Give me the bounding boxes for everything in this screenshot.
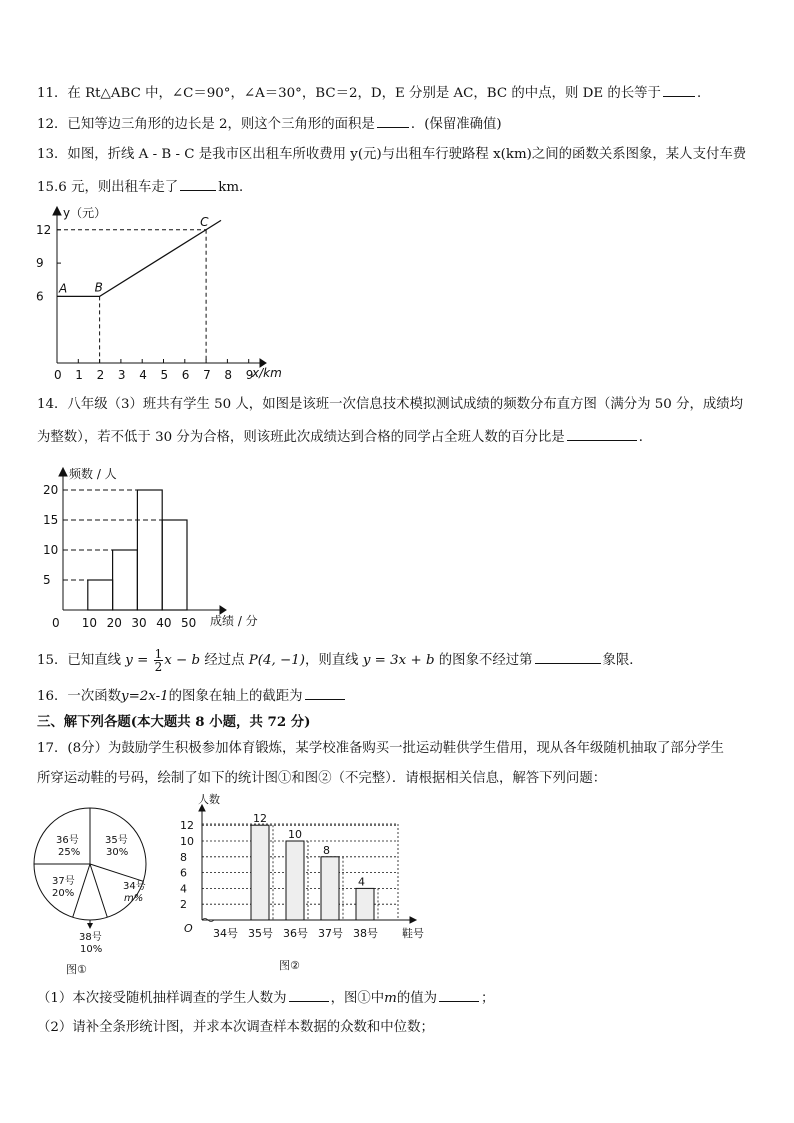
question-16-prefix: 16．一次函数 — [37, 689, 121, 704]
part1-tail: 的值为 — [396, 991, 437, 1006]
x-tick-label: 35号 — [248, 927, 273, 940]
bar-value-label: 12 — [253, 812, 267, 826]
question-12-end: ．(保留准确值) — [410, 117, 502, 132]
fraction-denominator: 2 — [154, 660, 163, 674]
answer-blank-16[interactable] — [305, 686, 345, 700]
x-tick-label: 40 — [156, 616, 172, 630]
y-tick-label: 15 — [43, 513, 59, 527]
pie-label-34-pct: m% — [124, 893, 144, 904]
section-3-heading: 三、解下列各题(本大题共 8 小题，共 72 分) — [37, 714, 311, 730]
histogram-bar — [162, 520, 187, 610]
q13-line-graph — [30, 203, 280, 383]
x-tick-label: 9 — [245, 368, 254, 382]
question-13-line2 — [37, 177, 252, 197]
pie-label-38: 38号 — [79, 932, 102, 943]
question-13-unit: km． — [218, 180, 253, 195]
question-16 — [37, 686, 347, 706]
formula-y: y = — [125, 653, 149, 668]
fraction-numerator: 1 — [154, 647, 163, 661]
x-tick-label: 37号 — [318, 927, 343, 940]
x-tick-label: 34号 — [213, 927, 238, 940]
x-axis-arrow — [410, 917, 416, 923]
point-label-b: B — [94, 280, 103, 295]
x-tick-label: 30 — [131, 616, 147, 630]
question-17-part1 — [37, 988, 494, 1008]
y-axis-label: 人数 — [198, 793, 220, 806]
pie-label-35-pct: 30% — [106, 847, 129, 858]
y-tick-label: 4 — [180, 882, 187, 896]
question-14-text: 为整数），若不低于 30 分为合格，则该班此次成绩达到合格的同学占全班人数的百分比是 — [37, 430, 565, 445]
question-13-text: 15.6 元，则出租车走了 — [37, 180, 179, 195]
point-p: P(4, −1) — [248, 653, 306, 668]
question-15-tail: 的图象不经过第 — [438, 653, 533, 668]
answer-blank-13[interactable] — [180, 177, 216, 191]
x-tick-label: 10 — [81, 616, 98, 630]
answer-blank-11[interactable] — [663, 83, 695, 97]
y-tick-label: 2 — [180, 898, 187, 912]
x-tick-label: 2 — [96, 368, 105, 382]
pie-label-36-pct: 25% — [58, 847, 81, 858]
part1-mid: ，图①中 — [330, 991, 385, 1006]
question-15-end: 象限． — [602, 653, 643, 668]
answer-blank-17-2[interactable] — [439, 988, 479, 1002]
histogram-bar — [88, 580, 113, 610]
x-tick-label: 50 — [181, 616, 197, 630]
pie-slice-37号 — [73, 864, 90, 917]
bar-36号 — [286, 841, 304, 920]
x-tick-label: 38号 — [353, 927, 378, 940]
answer-blank-17-1[interactable] — [289, 988, 329, 1002]
question-15-prefix: 15．已知直线 — [37, 653, 121, 668]
y-tick-label: 8 — [180, 850, 187, 864]
bar-value-label: 10 — [288, 828, 302, 841]
bar-35号 — [251, 825, 269, 920]
x-tick-label: 8 — [224, 368, 233, 382]
pie-label-34: 34号 — [123, 881, 146, 892]
pie-slice-34号 — [90, 864, 143, 881]
fraction-one-half — [154, 648, 164, 673]
x-tick-label: 0 — [52, 616, 60, 630]
y-tick-label: 12 — [36, 222, 52, 237]
question-11-end: ． — [696, 86, 711, 101]
bar-37号 — [321, 857, 339, 920]
y-tick-label: 20 — [43, 483, 59, 497]
bar-38号 — [356, 888, 374, 920]
pie-label-37: 37号 — [52, 876, 75, 887]
y-tick-label: 12 — [180, 819, 194, 833]
y-tick-label: 5 — [43, 573, 51, 587]
question-17-part2: （2）请补全条形统计图，并求本次调查样本数据的众数和中位数； — [37, 1020, 434, 1035]
x-tick-label: 6 — [181, 368, 190, 382]
x-tick-label: 7 — [203, 368, 211, 382]
x-axis-label: 鞋号 — [402, 927, 424, 940]
x-axis-arrow — [220, 606, 226, 614]
q14-histogram — [40, 462, 280, 632]
question-14-line2 — [37, 427, 652, 447]
question-16-text: 的图象在轴上的截距为 — [168, 689, 303, 704]
x-tick-label: 3 — [117, 368, 126, 382]
question-17-line2: 所穿运动鞋的号码，绘制了如下的统计图①和图②（不完整）．请根据相关信息，解答下列问题： — [37, 771, 607, 786]
formula-q16: y=2x-1 — [121, 689, 169, 704]
origin-label: O — [184, 922, 193, 935]
part1-text: （1）本次接受随机抽样调查的学生人数为 — [37, 991, 287, 1006]
bar-caption: 图② — [279, 959, 300, 972]
y-axis-label: y（元） — [63, 206, 107, 220]
question-15 — [37, 648, 643, 673]
point-label-c: C — [200, 214, 209, 229]
y-tick-label: 6 — [180, 866, 187, 880]
question-13-line1: 13．如图，折线 A - B - C 是我市区出租车所收费用 y(元)与出租车行驶路程 x(km)之间的函数关系图象，某人支付车费 — [37, 147, 747, 162]
pie-arrow-head — [87, 923, 93, 929]
pie-caption: 图① — [66, 963, 87, 976]
x-axis-label: x/km — [252, 366, 282, 380]
bar-value-label: 8 — [323, 843, 330, 857]
question-14-end: ． — [638, 430, 653, 445]
question-15-mid: ，则直线 — [305, 653, 359, 668]
y-tick-label: 9 — [36, 256, 44, 271]
part1-end: ； — [481, 991, 495, 1006]
histogram-bar — [137, 490, 162, 610]
pie-label-35: 35号 — [105, 835, 128, 846]
y-axis-label: 频数 / 人 — [69, 467, 117, 481]
x-tick-label: 0 — [54, 368, 62, 382]
answer-blank-14[interactable] — [567, 427, 637, 441]
question-12 — [37, 114, 502, 134]
pie-slice-38号 — [90, 864, 107, 917]
variable-m: m — [384, 991, 397, 1006]
y-axis-arrow — [53, 207, 61, 215]
y-tick-label: 10 — [43, 543, 59, 557]
question-17-line1: 17．(8分）为鼓励学生积极参加体育锻炼，某学校准备购买一批运动鞋供学生借用，现从各年级随机抽取了部分学生 — [37, 741, 724, 756]
fare-polyline — [57, 220, 221, 296]
bar-value-label: 4 — [358, 875, 365, 889]
pie-label-37-pct: 20% — [52, 888, 75, 899]
histogram-bar — [113, 550, 138, 610]
answer-blank-15[interactable] — [535, 650, 601, 664]
question-15-pass: 经过点 — [204, 653, 245, 668]
y-axis-arrow — [59, 468, 67, 476]
pie-label-36: 36号 — [56, 835, 79, 846]
question-12-text: 12．已知等边三角形的边长是 2，则这个三角形的面积是 — [37, 117, 375, 132]
point-label-a: A — [59, 281, 68, 296]
x-tick-label: 5 — [160, 368, 169, 382]
question-14-line1: 14．八年级（3）班共有学生 50 人，如图是该班一次信息技术模拟测试成绩的频数分布直方图（满分为 50 分，成绩均 — [37, 397, 744, 412]
answer-blank-12[interactable] — [377, 114, 409, 128]
bar-chart-figure-2 — [170, 793, 440, 978]
x-tick-label: 20 — [106, 616, 122, 630]
x-tick-label: 4 — [139, 368, 147, 382]
y-tick-label: 10 — [180, 835, 194, 848]
formula-rest: x − b — [164, 653, 201, 668]
x-tick-label: 36号 — [283, 927, 308, 940]
x-axis-label: 成绩 / 分 — [210, 614, 258, 628]
y-tick-label: 6 — [36, 289, 44, 304]
pie-chart-figure-1 — [30, 805, 170, 980]
pie-label-38-pct: 10% — [80, 944, 103, 955]
question-11 — [37, 83, 710, 103]
x-tick-label: 1 — [75, 368, 83, 382]
question-11-text: 11．在 Rt△ABC 中，∠C＝90°，∠A＝30°，BC＝2，D，E 分别是 AC，BC 的中点，则 DE 的长等于 — [37, 86, 661, 101]
formula-line2: y = 3x + b — [362, 653, 435, 668]
